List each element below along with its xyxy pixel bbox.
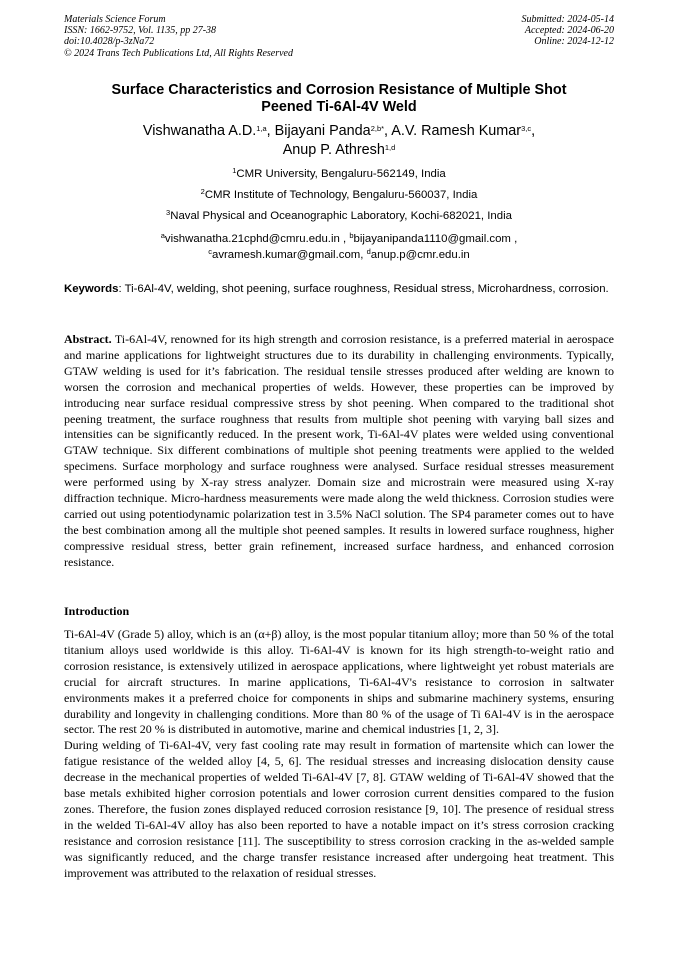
title-line-2: Peened Ti-6Al-4V Weld [261,99,417,115]
title-line-1: Surface Characteristics and Corrosion Resistance of Multiple Shot [111,82,567,98]
author-name: Bijayani Panda [274,123,371,139]
author-sup: 1,d [384,143,396,152]
email-line-1: $^a$vishwanatha.21cphd@cmru.edu.in , $^b$bijayanipanda1110@gmail.com , [160,231,518,245]
affiliation [64,166,614,187]
email-sup: a [160,231,165,240]
online-date: Online: 2024-12-12 [534,36,614,48]
author-line-2 [64,141,614,160]
email-link[interactable]: anup.p@cmr.edu.in [370,249,470,261]
author-sup: 1,a [256,124,267,133]
author-emails [64,231,614,263]
section-heading: Introduction [64,604,130,618]
issn-volume: ISSN: 1662-9752, Vol. 1135, pp 27-38 [64,25,217,37]
author-name: A.V. Ramesh Kumar [391,123,522,139]
copyright: © 2024 Trans Tech Publications Ltd, All Rights Reserved [64,47,293,59]
author-name: Anup P. Athresh [282,142,385,158]
affiliation-sup: 2 [200,187,205,196]
author-list [64,122,614,160]
accepted-date: Accepted: 2024-06-20 [524,25,614,37]
author-sup: 3,c [521,124,532,133]
abstract-text: Ti-6Al-4V, renowned for its high strength and corrosion resistance, is a preferred material in aerospace and marine applications for lightweight structures due to its durability in challenging environments. Typically, GTAW welding is used for it’s fabrication. The residual tensile stresses produced after welding are known to worsen the corrosion and mechanical properties of welds. However, these properties can be improved by introducing near surface residual compressive stress by shot peening. When compared to the traditional shot peening treatment, the surface roughness that results from multiple shot peening with varying ball sizes and intensities can be significantly reduced. In the present work, Ti-6Al-4V plates were welded using conventional GTAW technique. Six different combinations of multiple shot peening treatments were applied to the welded specimens. Surface morphology and surface roughness were analysed. Surface residual stresses measurement were performed using by X-ray stress analyzer. Domain size and microstrain were measured using X-ray diffraction technique. Micro-hardness measurements were made along the weld thickness. Corrosion studies were carried out using potentiodynamic polarization test in 3.5% NaCl solution. The SP4 parameter comes out to have the best combination among all the multiple shot peened samples. It results in lowered surface roughness, higher compressive residual stress, better grain refinement, increased surface hardness, and enhanced corrosion resistance. [64,332,614,569]
affiliation-text: CMR University, Bengaluru-562149, India [236,168,446,180]
submitted-date: Submitted: 2024-05-14 [521,14,614,25]
affiliation-sup: 1 [232,166,237,175]
affiliation-sup: 3 [166,208,171,217]
journal-info [64,14,293,59]
email-link[interactable]: avramesh.kumar@gmail.com [211,249,361,261]
affiliation-text: Naval Physical and Oceanographic Laboratory, Kochi-682021, India [170,210,512,222]
affiliation [64,187,614,208]
abstract [64,332,614,571]
affiliation [64,208,614,229]
submission-dates [522,14,615,48]
abstract-label: Abstract. [64,332,112,346]
author-line-1: Vishwanatha A.D.$^{1,a}$, Bijayani Panda$^{2,b*}$, A.V. Ramesh Kumar$^{3,c}$, [142,123,536,139]
journal-name: Materials Science Forum [64,14,166,25]
keywords [64,282,614,296]
author-name: Vishwanatha A.D. [142,123,257,139]
keywords-text: : Ti-6Al-4V, welding, shot peening, surface roughness, Residual stress, Microhardness, corrosion. [118,283,609,295]
email-link[interactable]: bijayanipanda1110@gmail.com [353,233,511,245]
email-link[interactable]: vishwanatha.21cphd@cmru.edu.in [164,233,340,245]
affiliation-text: CMR Institute of Technology, Bengaluru-560037, India [204,189,478,201]
author-sup: 2,b* [370,124,385,133]
email-sup: b [349,231,354,240]
paragraph: Ti-6Al-4V (Grade 5) alloy, which is an (α+β) alloy, is the most popular titanium alloy; more than 50 % of the total titanium alloys used worldwide is this alloy. Ti-6Al-4V is known for its high strength-to-weight ratio and corrosion resistance, is extensively utilized in aerospace applications, where lightweight yet robust materials are crucial for aircraft structures. In marine applications, Ti-6Al-4V's resistance to corrosion in saltwater environments makes it a preferred choice for components in ships and submarine machinery systems, ensuring durability and longevity in challenging conditions. More than 80 % of the usage of Ti 6Al-4V is in the aerospace sector. The rest 20 % is distributed in automotive, marine and chemical industries [1, 2, 3]. [64,627,614,737]
email-sup: d [366,247,371,256]
keywords-label: Keywords [64,283,119,295]
introduction-body [64,627,614,882]
doi: doi:10.4028/p-3zNa72 [64,36,155,48]
email-sup: c [208,247,212,256]
email-line-2: $^c$avramesh.kumar@gmail.com, $^d$anup.p@cmr.edu.in [208,247,470,261]
paragraph: During welding of Ti-6Al-4V, very fast cooling rate may result in formation of martensite which can lower the fatigue resistance of the welded alloy [4, 5, 6]. The residual stresses and increasing dislocation density cause decrease in the mechanical properties of welded Ti-6Al-4V [7, 8]. GTAW welding of Ti-6Al-4V showed that the base metals exhibited higher corrosion potentials and lower corrosion current densities compared to the fusion zones. Therefore, the fusion zones displayed reduced corrosion resistance [9, 10]. The presence of residual stress in the welded Ti-6Al-4V alloy has also been reported to have a notable impact on it’s stress corrosion cracking resistance and corrosion resistance [11]. The susceptibility to stress corrosion cracking in the as-welded sample was significantly reduced, and the charge transfer resistance increased after undergoing heat treatment. This improvement was attributed to the relaxation of residual stresses. [64,738,614,880]
paper-title [64,82,614,116]
affiliations [64,166,614,263]
